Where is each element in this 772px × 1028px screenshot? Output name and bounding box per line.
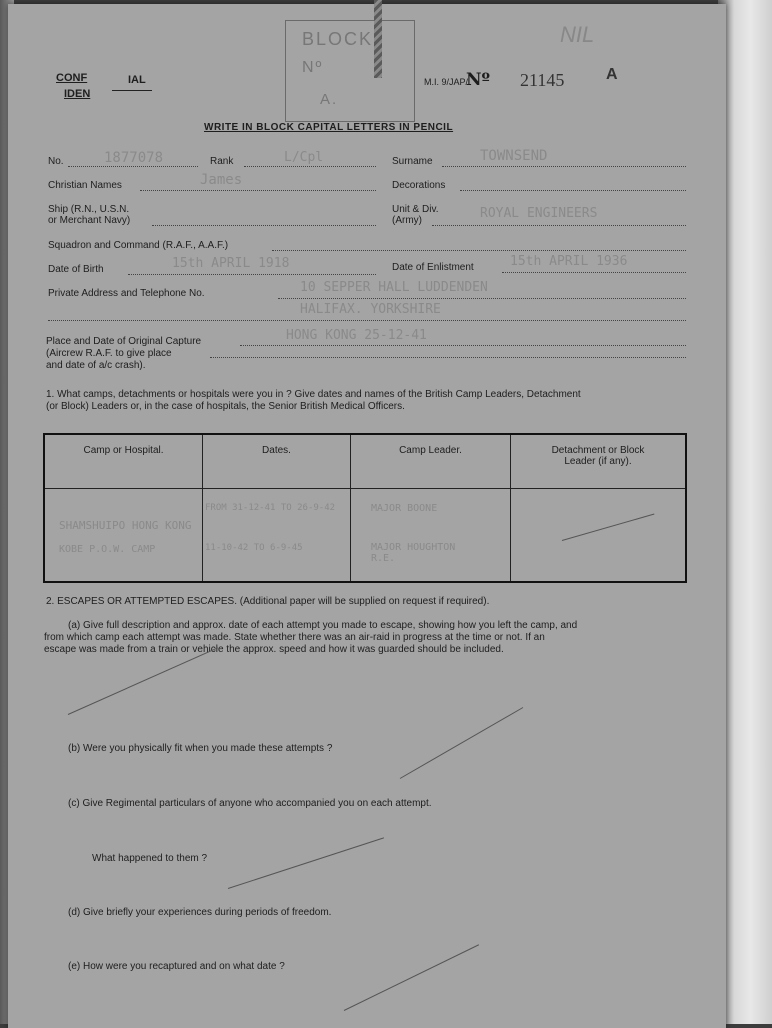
confidential-rule xyxy=(112,90,152,91)
address-line-2 xyxy=(48,320,686,321)
question-c: (c) Give Regimental particulars of anyone who accompanied you on each attempt. xyxy=(68,798,432,809)
rank-value: L/Cpl xyxy=(284,150,324,165)
camps-table xyxy=(43,433,687,583)
dates-row-1: FROM 31-12-41 TO 26-9-42 xyxy=(205,503,336,513)
capture-line-2 xyxy=(210,357,686,358)
capture-value: HONG KONG 25-12-41 xyxy=(286,328,427,343)
capture-label-1: Place and Date of Original Capture xyxy=(46,336,202,347)
stamp-line-2: Nº xyxy=(302,59,324,76)
question-d: (d) Give briefly your experiences during periods of freedom. xyxy=(68,907,332,918)
surname-label: Surname xyxy=(392,156,433,167)
section1-question-1: 1. What camps, detachments or hospitals were you in ? Give dates and names of the British Camp Leaders, Detachment xyxy=(46,389,581,400)
christian-names-value: James xyxy=(200,172,243,188)
question-e: (e) How were you recaptured and on what date ? xyxy=(68,961,285,972)
camps-table-body xyxy=(44,489,686,583)
squadron-line xyxy=(272,250,686,251)
question-a-line-1: (a) Give full description and approx. date of each attempt you made to escape, showing how you left the camp, and xyxy=(68,620,578,631)
leader-row-1: MAJOR BOONE xyxy=(371,503,438,514)
form-instruction: WRITE IN BLOCK CAPITAL LETTERS IN PENCIL xyxy=(204,122,454,133)
camp-cell xyxy=(44,489,203,583)
question-b: (b) Were you physically fit when you made these attempts ? xyxy=(68,743,333,754)
confidential-top: CONF xyxy=(56,72,88,84)
stamp-line-3: A. xyxy=(320,91,339,108)
ship-label-1: Ship (R.N., U.S.N. xyxy=(48,204,130,215)
rank-label: Rank xyxy=(210,156,234,167)
dob-label: Date of Birth xyxy=(48,264,104,275)
leader-row-2: MAJOR HOUGHTON R.E. xyxy=(371,542,456,564)
enlistment-line xyxy=(502,272,686,273)
confidential-ial: IAL xyxy=(128,74,146,86)
unit-label-2: (Army) xyxy=(392,215,422,226)
question-c-follow: What happened to them ? xyxy=(92,853,208,864)
christian-names-line xyxy=(140,190,376,191)
unit-value: ROYAL ENGINEERS xyxy=(480,206,598,221)
camps-table-header xyxy=(44,434,686,489)
dates-cell xyxy=(203,489,351,583)
christian-names-label: Christian Names xyxy=(48,180,122,191)
form-suffix: A xyxy=(606,66,618,83)
dob-line xyxy=(128,274,376,275)
address-label: Private Address and Telephone No. xyxy=(48,288,205,299)
header-camp: Camp or Hospital. xyxy=(44,434,203,489)
question-a-line-2: from which camp each attempt was made. State whether there was an air-raid in progress at the time or not. If an xyxy=(44,632,545,643)
header-detachment-leader: Detachment or Block Leader (if any). xyxy=(511,434,687,489)
mi-reference: M.I. 9/JAP/ xyxy=(424,77,469,87)
service-no-line xyxy=(68,166,198,167)
address-value-1: 10 SEPPER HALL LUDDENDEN xyxy=(300,280,488,295)
leader-cell xyxy=(351,489,511,583)
camp-row-2: KOBE P.O.W. CAMP xyxy=(59,544,156,555)
nil-annotation: NIL xyxy=(560,22,595,47)
binding-string xyxy=(374,0,382,78)
header-dates: Dates. xyxy=(203,434,351,489)
detachment-cell xyxy=(511,489,687,583)
number-label: Nº xyxy=(466,70,491,90)
section1-question-2: (or Block) Leaders or, in the case of hospitals, the Senior British Medical Officers. xyxy=(46,401,405,412)
rank-line xyxy=(244,166,376,167)
address-value-2: HALIFAX. YORKSHIRE xyxy=(300,302,441,317)
confidential-bottom: IDEN xyxy=(64,88,91,100)
ship-label-2: or Merchant Navy) xyxy=(48,215,131,226)
enlistment-label: Date of Enlistment xyxy=(392,262,474,273)
enlistment-value: 15th APRIL 1936 xyxy=(510,254,628,269)
camp-row-1: SHAMSHUIPO HONG KONG xyxy=(59,519,192,532)
dates-row-2: 11-10-42 TO 6-9-45 xyxy=(205,543,303,553)
section2-heading: 2. ESCAPES OR ATTEMPTED ESCAPES. (Additional paper will be supplied on request if required). xyxy=(46,596,490,607)
header-camp-leader: Camp Leader. xyxy=(351,434,511,489)
decorations-label: Decorations xyxy=(392,180,446,191)
page-edge-right xyxy=(718,0,772,1024)
decorations-line xyxy=(460,190,686,191)
unit-label-1: Unit & Div. xyxy=(392,204,439,215)
service-no-value: 1877078 xyxy=(104,150,164,166)
form-number: 21145 xyxy=(520,70,565,90)
question-a-line-3: escape was made from a train or vehicle the approx. speed and how it was guarded should be included. xyxy=(44,644,504,655)
stamp-line-1: BLOCK xyxy=(302,29,374,49)
capture-label-3: and date of a/c crash). xyxy=(46,360,146,371)
surname-line xyxy=(442,166,686,167)
ship-line xyxy=(152,225,376,226)
address-line-1 xyxy=(278,298,686,299)
capture-label-2: (Aircrew R.A.F. to give place xyxy=(46,348,172,359)
unit-line xyxy=(432,225,686,226)
capture-line-1 xyxy=(240,345,686,346)
dob-value: 15th APRIL 1918 xyxy=(172,256,290,271)
surname-value: TOWNSEND xyxy=(480,148,548,164)
service-no-label: No. xyxy=(48,156,64,167)
squadron-label: Squadron and Command (R.A.F., A.A.F.) xyxy=(48,240,229,251)
block-stamp xyxy=(285,20,415,122)
